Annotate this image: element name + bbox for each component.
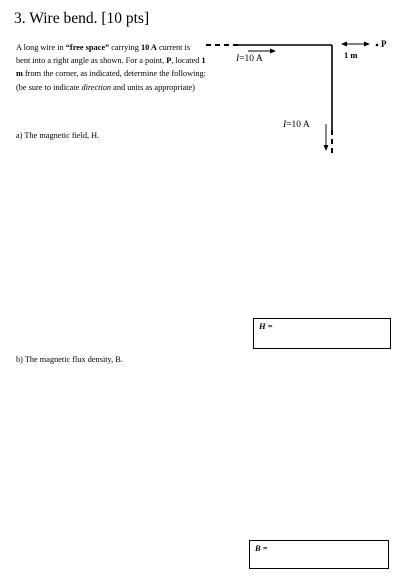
point-p-dot: [376, 44, 379, 47]
intro-text-3: current is bent into a right angle as shown. For a point,: [16, 43, 191, 66]
intro-text-5: from the corner, as indicated, determine the following: (be sure to indicate: [16, 69, 206, 92]
intro-point: P: [166, 56, 172, 66]
intro-text-6: and units as appropriate): [111, 82, 195, 92]
intro-direction: direction: [81, 82, 112, 92]
part-a-answer-box[interactable]: [253, 318, 391, 349]
distance-label: 1 m: [344, 50, 358, 60]
current-label-vertical: [283, 120, 310, 130]
current-value-vertical: =10 A: [286, 120, 310, 130]
distance-arrowhead-left: [341, 42, 347, 47]
problem-title: 3. Wire bend. [10 pts]: [14, 10, 150, 27]
intro-free-space: “free space”: [65, 43, 110, 52]
part-b-answer-box[interactable]: [249, 540, 389, 569]
current-label-horizontal: [236, 54, 263, 64]
current-arrowhead-vertical: [324, 145, 329, 151]
current-arrowhead-horizontal: [270, 49, 276, 54]
intro-current: 10 A: [140, 43, 157, 52]
intro-distance: 1 m: [16, 56, 206, 79]
current-value-horizontal: =10 A: [239, 54, 263, 64]
point-p-label: P: [381, 39, 387, 49]
part-b-question: b) The magnetic flux density, B.: [16, 355, 123, 364]
intro-text-1: A long wire in: [16, 43, 66, 52]
part-b-answer-label: B =: [255, 543, 268, 553]
current-symbol-vertical: I: [283, 120, 287, 130]
intro-text-4: , located: [171, 56, 202, 66]
part-a-question: a) The magnetic field, H.: [16, 131, 100, 140]
intro-text-2: carrying: [109, 43, 141, 52]
distance-arrowhead-right: [364, 42, 370, 47]
part-a-answer-label: H =: [259, 321, 273, 331]
current-symbol-horizontal: I: [236, 54, 240, 64]
